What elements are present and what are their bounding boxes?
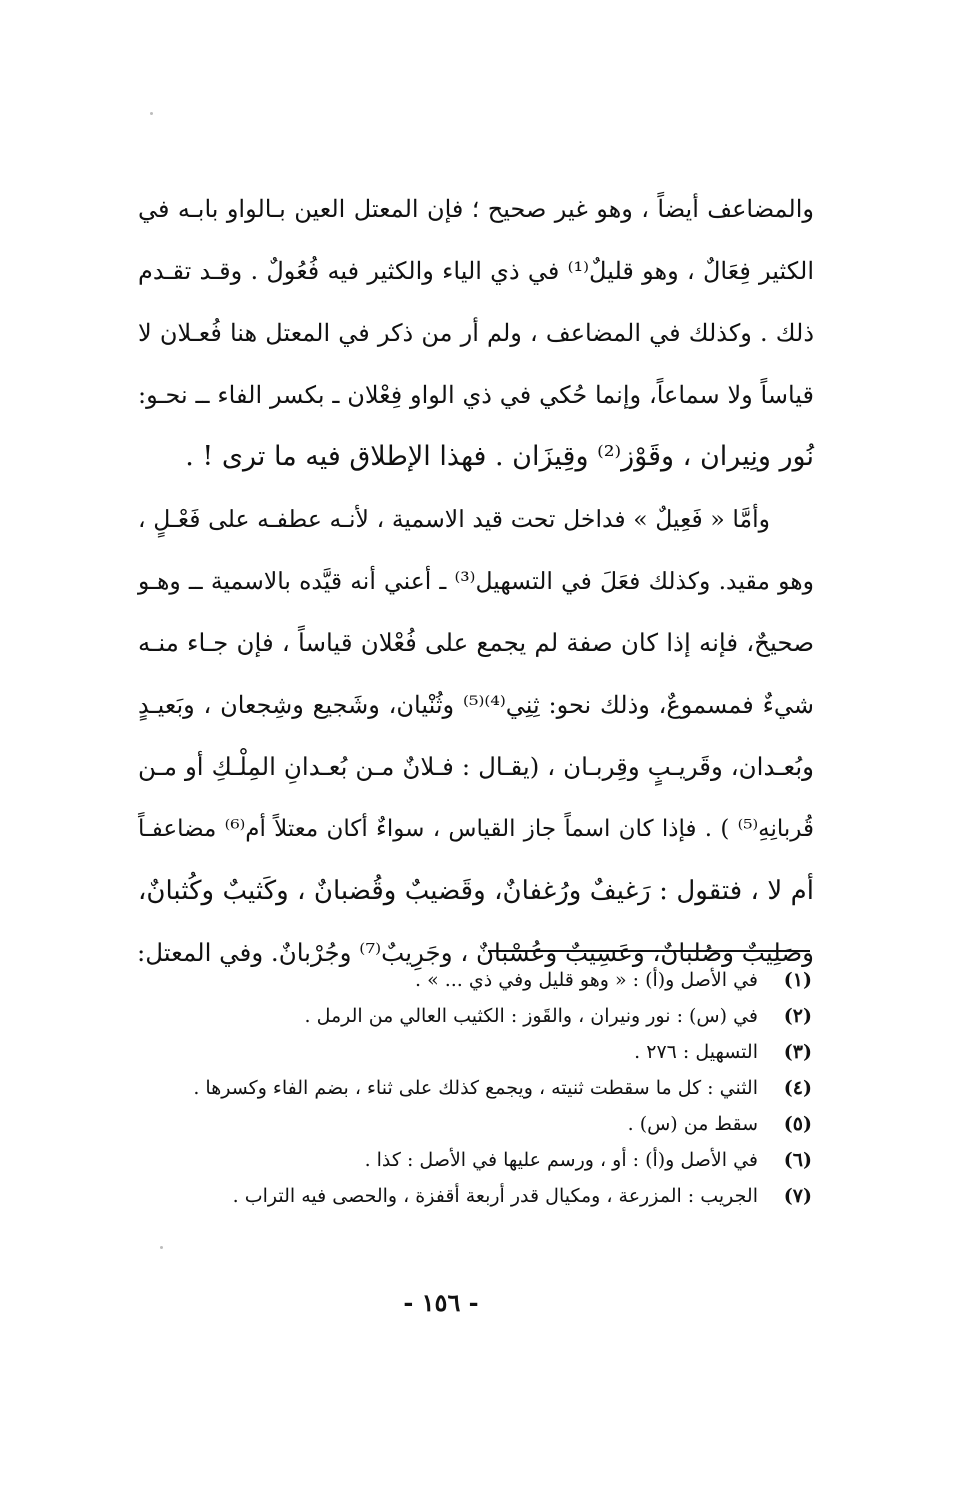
footnote-item <box>132 1070 812 1106</box>
text-line: شيءٌ فمسموعٌ، وذلك نحو: ثِنِي⁽⁴⁾⁽⁵⁾ وثُنْيان، وشَجيع وشِجعان ، وبَعيـدٍ <box>138 691 815 719</box>
footnote-number: (٣) <box>783 1041 812 1063</box>
paragraph-start-line: وأمَّا « فَعِيلٌ » فداخل تحت قيد الاسمية ، لأنـه عطفـه على فَعْـلٍ ، <box>138 505 770 533</box>
footnote-number: (٢) <box>783 1005 812 1027</box>
text-line: ذلك . وكذلك في المضاعف ، ولم أر من ذكر في المعتل هنا فُعـلان لا <box>138 319 814 347</box>
footnote-number: (٦) <box>783 1149 812 1171</box>
main-text-block <box>138 178 814 984</box>
footnote-item <box>132 998 812 1034</box>
text-line: قياساً ولا سماعاً، وإنما حُكي في ذي الواو فِعْلان ـ بكسر الفاء ــ نحـو: <box>138 381 814 409</box>
footnote-item <box>132 962 812 998</box>
text-line: الكثير فِعَالٌ ، وهو قليلٌ⁽¹⁾ في ذي الياء والكثير فيه فُعُولٌ . وقـد تقـدم <box>138 257 814 285</box>
footnote-number: (٧) <box>783 1185 812 1207</box>
text-line: وهو مقيد. وكذلك فعَلَ في التسهيل⁽³⁾ ـ أعني أنه قيَّده بالاسمية ــ وهـو <box>138 567 814 595</box>
footnote-item <box>132 1178 812 1214</box>
page-number: - ١٥٦ - <box>403 1288 479 1317</box>
text-line: صحيحٌ، فإنه إذا كان صفة لم يجمع على فُعْلان قياساً ، فإن جـاء منـه <box>138 628 814 657</box>
footnote-item <box>132 1106 812 1142</box>
footnote-text: في الأصل و(أ) : « وهو قليل وفي ذي ... » . <box>414 969 758 991</box>
footnote-item <box>132 1142 812 1178</box>
footnote-number: (١) <box>783 969 812 991</box>
footnote-number: (٤) <box>783 1077 812 1099</box>
text-line: قُربانِهِ⁽⁵⁾ ) . فإذا كان اسماً جاز القياس ، سواءٌ أكان معتلاً أم⁽⁶⁾ مضاعفـاً <box>138 816 814 842</box>
footnote-text: في (س) : نور ونيران ، والقَوز : الكثيب العالي من الرمل . <box>304 1005 758 1027</box>
footnote-text: الجريب : المزرعة ، ومكيال قدر أربعة أقفزة ، والحصى فيه التراب . <box>232 1185 758 1207</box>
footnotes-block <box>132 962 812 1214</box>
footnote-number: (٥) <box>783 1113 812 1135</box>
footnote-text: في الأصل و(أ) : أو ، ورسم عليها في الأصل : كذا . <box>364 1149 758 1171</box>
footnote-text: الثني : كل ما سقطت ثنيته ، ويجمع كذلك على ثناء ، بضم الفاء وكسرها . <box>193 1077 758 1099</box>
text-line: أم لا ، فتقول : رَغيفٌ ورُغفانٌ، وقَضيبٌ وقُضبانٌ ، وكَثيبٌ وكُثبانٌ، <box>138 876 814 906</box>
scan-speck <box>160 1246 163 1249</box>
footnote-separator <box>488 950 810 952</box>
text-line: وصَلِيبٌ وصُلبانٌ، وعَسِيبٌ وعُسْبانٌ ، وجَرِيبٌ⁽⁷⁾ وجُرْبانٌ. وفي المعتل: <box>136 938 814 967</box>
scan-speck <box>150 112 153 115</box>
text-line: والمضاعف أيضاً ، وهو غير صحيح ؛ فإن المعتل العين بـالواو بابـه في <box>138 195 814 223</box>
footnote-text: التسهيل : ٢٧٦ . <box>634 1041 758 1063</box>
text-line: وبُعـدان، وقَريـبٍ وقِربـان ، (يقـال : فـلانٌ مـن بُعـدانِ المِلْـكِ أو مـن <box>138 752 814 781</box>
text-line: نُور ونِيران ، وقَوْز⁽²⁾ وقِيزَان . فهذا الإطلاق فيه ما ترى ! . <box>185 441 814 472</box>
footnote-text: سقط من (س) . <box>627 1113 758 1135</box>
footnote-item <box>132 1034 812 1070</box>
